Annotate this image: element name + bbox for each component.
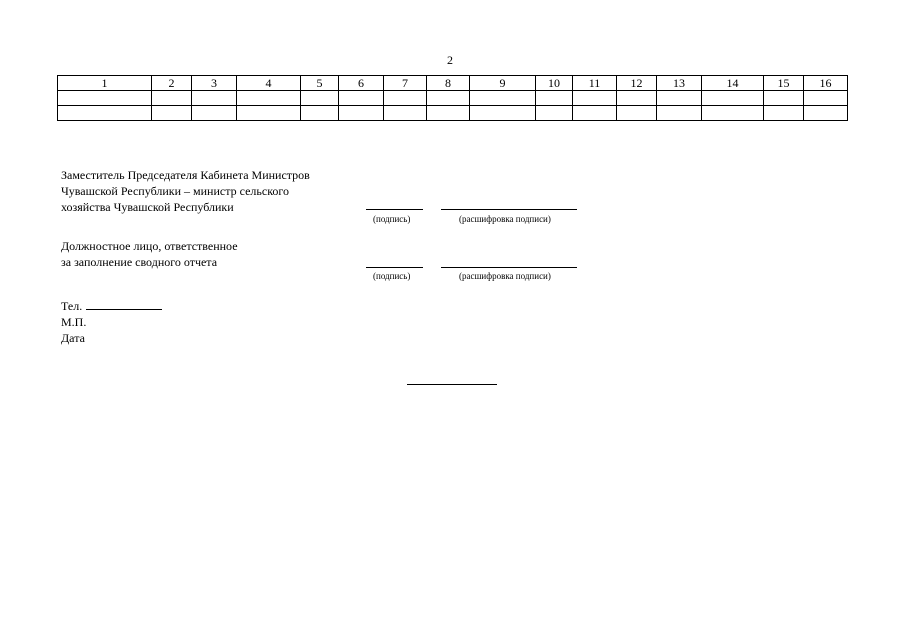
phone-row bbox=[61, 298, 162, 314]
signature-decode-line bbox=[441, 267, 577, 268]
column-number: 13 bbox=[657, 76, 702, 91]
signature-line bbox=[366, 267, 423, 268]
signatory-title-1 bbox=[61, 167, 310, 215]
signature-decode-caption: (расшифровка подписи) bbox=[459, 271, 551, 281]
stamp-label: М.П. bbox=[61, 315, 87, 329]
column-number: 3 bbox=[192, 76, 237, 91]
column-number: 1 bbox=[58, 76, 152, 91]
page-number: 2 bbox=[447, 53, 453, 67]
date-label: Дата bbox=[61, 331, 85, 345]
signature-line bbox=[366, 209, 423, 210]
table-row bbox=[58, 106, 848, 121]
signatory-line: Заместитель Председателя Кабинета Министров bbox=[61, 168, 310, 182]
column-number: 7 bbox=[384, 76, 427, 91]
signature-caption: (подпись) bbox=[373, 214, 411, 224]
table-header-row bbox=[58, 76, 848, 91]
phone-label: Тел. bbox=[61, 299, 83, 313]
signature-decode-line bbox=[441, 209, 577, 210]
table-row bbox=[58, 91, 848, 106]
signatory-line: Должностное лицо, ответственное bbox=[61, 239, 238, 253]
phone-line bbox=[86, 298, 162, 310]
signatory-title-2 bbox=[61, 238, 238, 270]
column-number: 5 bbox=[301, 76, 339, 91]
footer-block bbox=[61, 298, 162, 346]
column-number: 9 bbox=[470, 76, 536, 91]
column-number: 2 bbox=[152, 76, 192, 91]
data-table bbox=[57, 75, 848, 121]
column-number: 6 bbox=[339, 76, 384, 91]
signature-caption: (подпись) bbox=[373, 271, 411, 281]
column-number: 8 bbox=[427, 76, 470, 91]
signature-decode-caption: (расшифровка подписи) bbox=[459, 214, 551, 224]
column-number: 4 bbox=[237, 76, 301, 91]
column-number: 15 bbox=[764, 76, 804, 91]
column-number: 16 bbox=[804, 76, 848, 91]
signatory-line: хозяйства Чувашской Республики bbox=[61, 200, 234, 214]
column-number: 14 bbox=[702, 76, 764, 91]
column-number: 11 bbox=[573, 76, 617, 91]
signatory-line: за заполнение сводного отчета bbox=[61, 255, 218, 269]
column-number: 12 bbox=[617, 76, 657, 91]
end-separator bbox=[407, 384, 497, 385]
signatory-line: Чувашской Республики – министр сельского bbox=[61, 184, 290, 198]
column-number: 10 bbox=[536, 76, 573, 91]
